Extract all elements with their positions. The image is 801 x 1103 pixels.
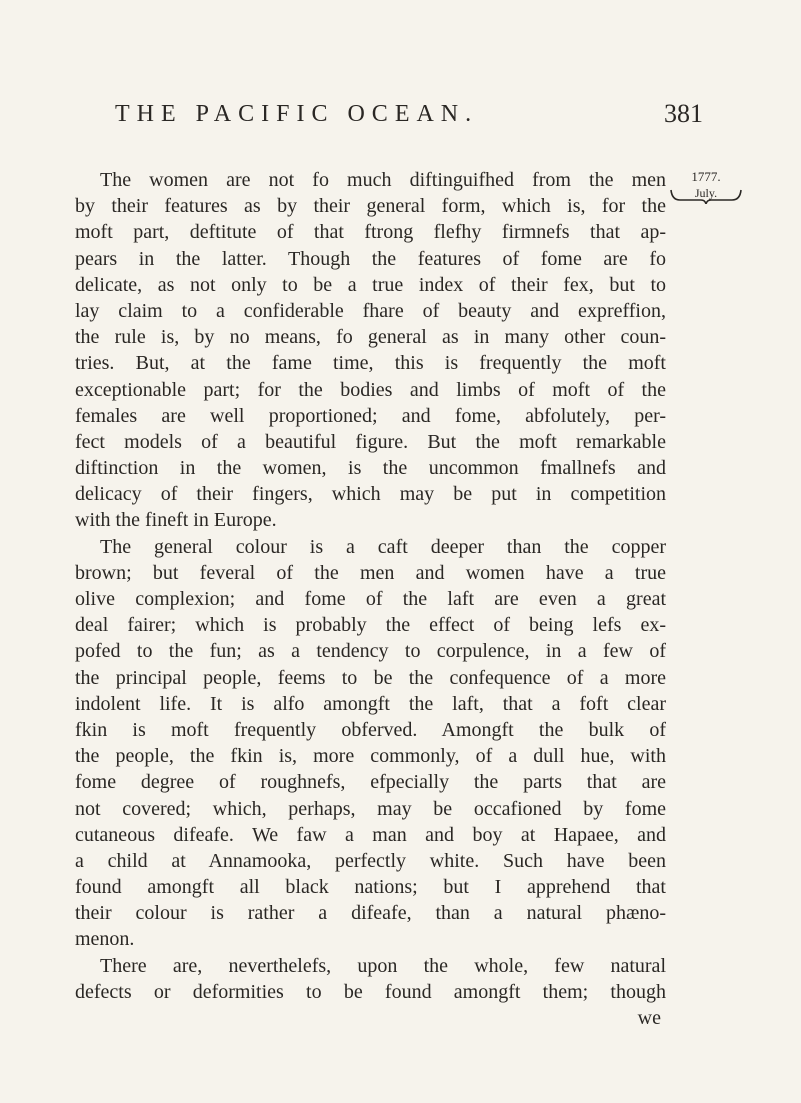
text-line: defects or deformities to be found amongft them; though [75,980,666,1003]
text-line: by their features as by their general form, which is, for the [75,195,666,218]
running-head-title: THE PACIFIC OCEAN. [115,101,479,127]
text-line: tries. But, at the fame time, this is frequently the moft [75,352,666,375]
text-line: indolent life. It is alfo amongft the laft, that a foft clear [75,692,666,715]
text-line: fome degree of roughnefs, efpecially the parts that are [75,771,666,794]
margin-brace-icon [668,188,744,204]
margin-date-note [668,170,744,200]
text-line: found amongft all black nations; but I apprehend that [75,876,666,899]
text-line: menon. [75,928,135,951]
text-line: diftinction in the women, is the uncommon fmallnefs and [75,457,666,480]
text-line: their colour is rather a difeafe, than a natural phæno- [75,902,666,925]
text-line: moft part, deftitute of that ftrong flefhy firmnefs that ap- [75,221,666,244]
text-line: fkin is moft frequently obferved. Amongft the bulk of [75,718,666,741]
text-line: with the fineft in Europe. [75,509,277,532]
text-line: females are well proportioned; and fome, abfolutely, per- [75,404,666,427]
text-line: pofed to the fun; as a tendency to corpulence, in a few of [75,640,666,663]
text-line: deal fairer; which is probably the effect of being lefs ex- [75,614,666,637]
catchword: we [637,1007,661,1029]
page-number: 381 [664,99,703,128]
text-line: lay claim to a confiderable fhare of beauty and expreffion, [75,299,666,322]
text-line: fect models of a beautiful figure. But the moft remarkable [75,430,666,453]
text-line: The women are not fo much diftinguifhed from the men [100,169,666,191]
text-line: the principal people, feems to be the confequence of a more [75,666,666,689]
text-line: There are, neverthelefs, upon the whole, few natural [100,954,666,977]
text-line: not covered; which, perhaps, may be occafioned by fome [75,797,666,820]
text-line: a child at Annamooka, perfectly white. Such have been [75,849,666,872]
body-text [75,167,666,1031]
text-line: exceptionable part; for the bodies and limbs of moft of the [75,378,666,401]
margin-year: 1777. [691,169,721,184]
text-line: cutaneous difeafe. We faw a man and boy at Hapaee, and [75,823,666,846]
text-line: delicate, as not only to be a true index of their fex, but to [75,273,666,296]
text-line: pears in the latter. Though the features of fome are fo [75,247,666,270]
text-line: The general colour is a caft deeper than the copper [100,535,666,558]
margin-month: July. [694,186,718,200]
text-line: olive complexion; and fome of the laft are even a great [75,588,666,610]
text-line: the rule is, by no means, fo general as in many other coun- [75,326,666,349]
text-line: brown; but feveral of the men and women have a true [75,561,666,584]
text-line: the people, the fkin is, more commonly, of a dull hue, with [75,745,666,768]
text-line: delicacy of their fingers, which may be put in competition [75,483,666,506]
